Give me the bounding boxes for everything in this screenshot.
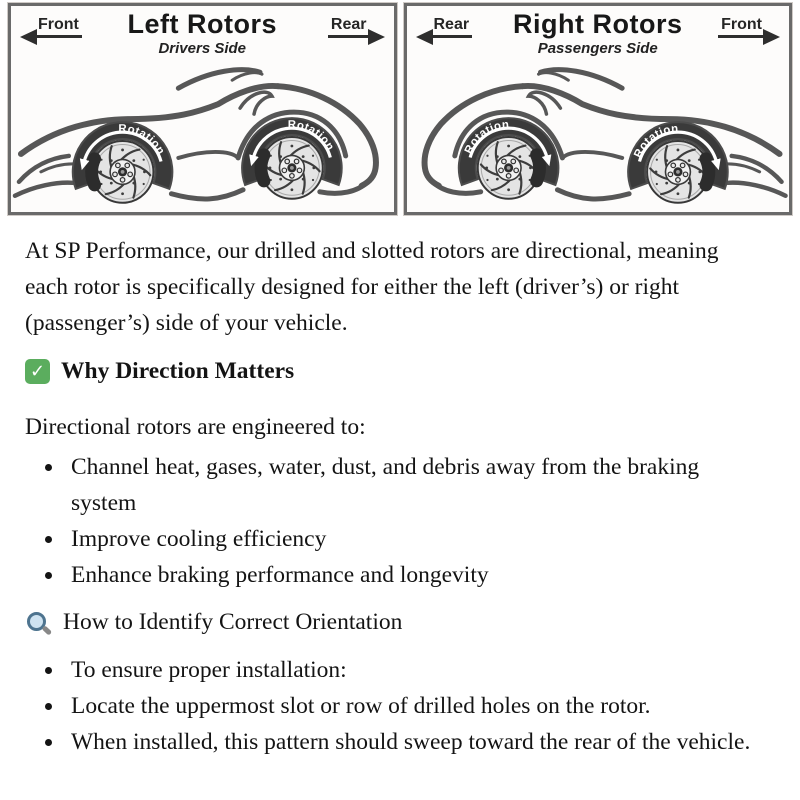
list-item: • Locate the uppermost slot or row of drilled holes on the rotor. (65, 688, 760, 724)
why-bullet-list (25, 449, 760, 593)
left-panel-title: Left Rotors (127, 9, 277, 39)
list-item: • Enhance braking performance and longevity (65, 557, 760, 593)
check-icon: ✓ (25, 359, 50, 384)
identify-bullet-list (25, 652, 760, 760)
list-item: • Improve cooling efficiency (65, 521, 760, 557)
article-body (0, 233, 800, 760)
rotation-label: Rotation (462, 118, 510, 156)
rear-wheel (458, 118, 558, 199)
front-label: Front (35, 16, 82, 38)
left-panel-subtitle: Drivers Side (158, 40, 247, 57)
why-direction-matters-heading (25, 356, 760, 386)
rear-direction-indicator (328, 16, 385, 38)
right-rotors-panel (404, 3, 793, 215)
arrow-right-icon (763, 29, 780, 45)
engineered-lead: Directional rotors are engineered to: (25, 414, 366, 440)
left-car-illustration (11, 62, 394, 212)
heading-text: How to Identify Correct Orientation (63, 609, 403, 635)
front-direction-indicator (718, 16, 780, 38)
rear-label: Rear (431, 16, 473, 38)
front-label: Front (718, 16, 765, 38)
front-direction-indicator (20, 16, 82, 38)
right-panel-subtitle: Passengers Side (537, 40, 658, 57)
heading-text: Why Direction Matters (61, 358, 295, 384)
left-rotors-panel (8, 3, 397, 215)
rotor-direction-diagram (0, 0, 800, 215)
rotation-label: Rotation (118, 123, 167, 157)
magnifier-icon (25, 609, 52, 636)
list-item: • Channel heat, gases, water, dust, and debris away from the braking system (65, 449, 721, 521)
list-item: • To ensure proper installation: (65, 652, 760, 688)
right-panel-title: Right Rotors (513, 9, 683, 39)
front-wheel (73, 122, 173, 203)
right-car-illustration (407, 62, 790, 212)
arrow-right-icon (368, 29, 385, 45)
list-item: • When installed, this pattern should sweep toward the rear of the vehicle. (65, 724, 760, 760)
rotation-label: Rotation (287, 119, 337, 153)
intro-paragraph: At SP Performance, our drilled and slotted rotors are directional, meaning each rotor is specifically designed for either the left (driver’s) or right (passenger’s) side of your vehicle. (25, 238, 719, 336)
rear-direction-indicator (416, 16, 473, 38)
identify-orientation-heading (25, 607, 760, 637)
magnifier-handle (42, 625, 52, 635)
rear-label: Rear (328, 16, 370, 38)
rear-wheel (242, 118, 342, 199)
front-wheel (628, 122, 728, 203)
rotation-label: Rotation (631, 122, 679, 160)
